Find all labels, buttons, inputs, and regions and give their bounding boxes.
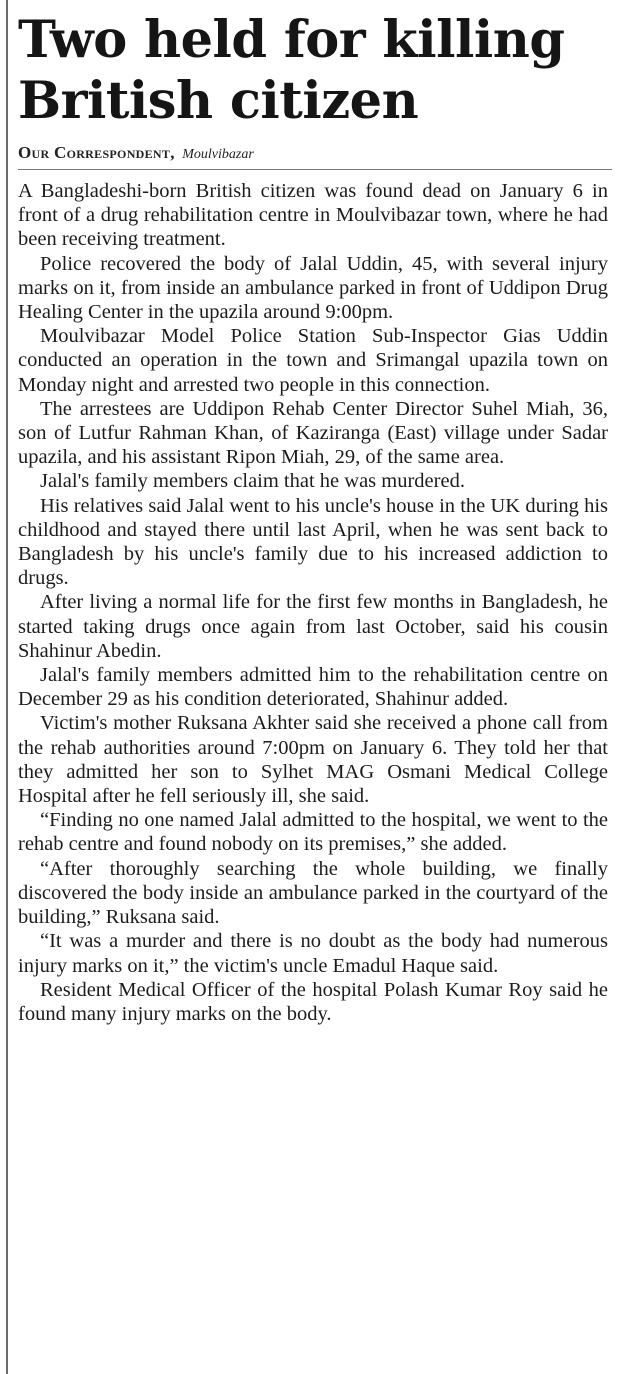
headline-line-1: Two held for killing — [18, 10, 565, 70]
paragraph: A Bangladeshi-born British citizen was found dead on January 6 in front of a drug rehabilitation centre in Moulvibazar town, where he had been receiving treatment. — [18, 180, 608, 251]
paragraph: Jalal's family members claim that he was murdered. — [40, 470, 465, 493]
paragraph: His relatives said Jalal went to his uncle's house in the UK during his childhood and stayed there until last April, when he was sent back to Bangladesh by his uncle's family due to his increased addiction to drugs. — [18, 494, 608, 590]
paragraph: Jalal's family members admitted him to the rehabilitation centre on December 29 as his condition deteriorated, Shahinur added. — [18, 664, 608, 711]
paragraph: Moulvibazar Model Police Station Sub-Inspector Gias Uddin conducted an operation in the town and Srimangal upazila town on Monday night and arrested two people in this connection. — [18, 325, 608, 396]
paragraph: Victim's mother Ruksana Akhter said she received a phone call from the rehab authorities around 7:00pm on January 6. They told her that they admitted her son to Sylhet MAG Osmani Medical College Hospital after he fell seriously ill, she said. — [18, 712, 608, 808]
headline-line-2: British citizen — [18, 71, 419, 131]
column-rule — [6, 0, 8, 1374]
byline-location: Moulvibazar — [182, 147, 254, 162]
paragraph: Police recovered the body of Jalal Uddin, 45, with several injury marks on it, from inside an ambulance parked in front of Uddipon Drug Healing Center in the upazila around 9:00pm. — [18, 252, 608, 324]
paragraph: The arrestees are Uddipon Rehab Center Director Suhel Miah, 36, son of Lutfur Rahman Khan, of Kaziranga (East) village under Sadar upazila, and his assistant Ripon Miah, 29, of the same area. — [18, 397, 608, 469]
byline-divider — [18, 169, 612, 170]
paragraph: “After thoroughly searching the whole building, we finally discovered the body inside an ambulance parked in the courtyard of the building,” Ruksana said. — [18, 857, 608, 929]
paragraph: Resident Medical Officer of the hospital Polash Kumar Roy said he found many injury marks on the body. — [18, 978, 608, 1025]
headline — [18, 0, 608, 132]
paragraph: After living a normal life for the first few months in Bangladesh, he started taking drugs once again from last October, said his cousin Shahinur Abedin. — [18, 591, 608, 662]
byline — [18, 144, 608, 164]
article-body — [18, 179, 608, 1026]
byline-author: Our Correspondent, — [18, 143, 175, 162]
paragraph: “It was a murder and there is no doubt as the body had numerous injury marks on it,” the victim's uncle Emadul Haque said. — [18, 930, 608, 977]
paragraph: “Finding no one named Jalal admitted to the hospital, we went to the rehab centre and found nobody on its premises,” she added. — [18, 809, 608, 856]
news-article — [18, 0, 608, 1026]
